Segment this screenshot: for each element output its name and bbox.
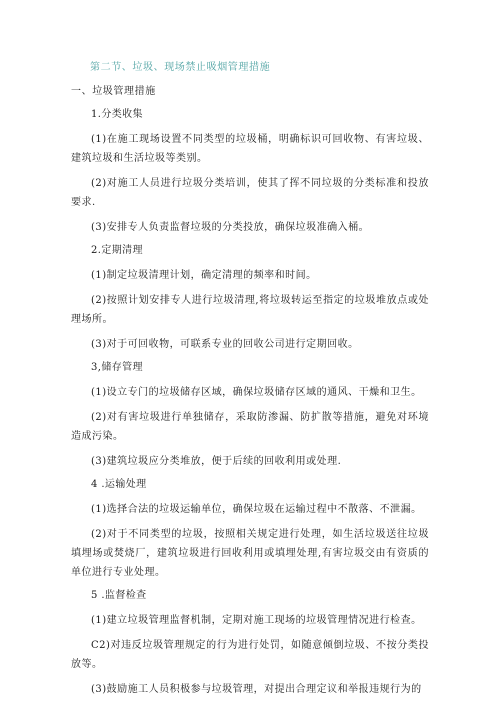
- paragraph: (2)按照计划安排专人进行垃圾清理,将垃圾转运至指定的垃圾堆放点或处理场所。: [71, 295, 429, 325]
- paragraph: (1)制定垃圾清理计划，确定清理的频率和时间。: [91, 270, 317, 281]
- subheading-storage-management: 3,储存管理: [91, 362, 143, 373]
- subheading-supervision-inspection: 5 .监督检查: [91, 590, 147, 601]
- paragraph: C2)对违反垃圾管理规定的行为进行处罚，如随意倾倒垃圾、不按分类投放等。: [71, 640, 429, 670]
- paragraph: (1)在施工现场设置不同类型的垃圾桶，明确标识可回收物、有害垃圾、建筑垃圾和生活垃圾等类别。: [71, 134, 429, 164]
- paragraph: (1)建立垃圾管理监督机制，定期对施工现场的垃圾管理情况进行检查。: [91, 615, 422, 626]
- paragraph: (2)对施工人员进行垃圾分类培训，使其了挥不同垃圾的分类标准和投放要求.: [71, 178, 429, 208]
- paragraph: (2)对有害垃圾进行单独储存，采取防渗漏、防扩散等措施，避免对环境造成污染。: [71, 412, 429, 442]
- section-title: 第二节、垃圾、现场禁止吸烟管理措施: [90, 62, 271, 73]
- subheading-transport-handling: 4 .运输处理: [91, 479, 147, 490]
- paragraph: (2)对于不同类型的垃圾，按照相关规定进行处理，如生活垃圾送往垃圾填埋场或焚烧厂，建筑垃圾进行回收利用或填埋处理,有害垃圾交由有资质的单位进行专业处理。: [71, 529, 429, 578]
- paragraph: (1)选择合法的垃圾运输单位，确保垃圾在运输过程中不散落、不泄漏。: [91, 504, 422, 515]
- paragraph: (3)安排专人负责监督垃圾的分类投放，确保垃圾准确入桶。: [91, 222, 370, 233]
- subheading-classified-collection: 1.分类收集: [91, 109, 143, 120]
- document-body: [71, 60, 429, 705]
- subheading-regular-cleanup: 2.定期清理: [91, 245, 143, 256]
- paragraph: (3)鼓励施工人员积极参与垃圾管理，对提出合理定议和举报违规行为的: [91, 684, 422, 695]
- paragraph: (3)建筑垃圾应分类堆放，便于后续的回收利用或处理.: [91, 456, 342, 467]
- paragraph: (3)对于可回收物，可联系专业的回收公司进行定期回收。: [91, 339, 359, 350]
- paragraph: (1)设立专门的垃圾储存区域，确保垃圾储存区域的通风、干燥和卫生。: [91, 387, 422, 398]
- main-heading: 一、垃圾管理措施: [71, 86, 156, 97]
